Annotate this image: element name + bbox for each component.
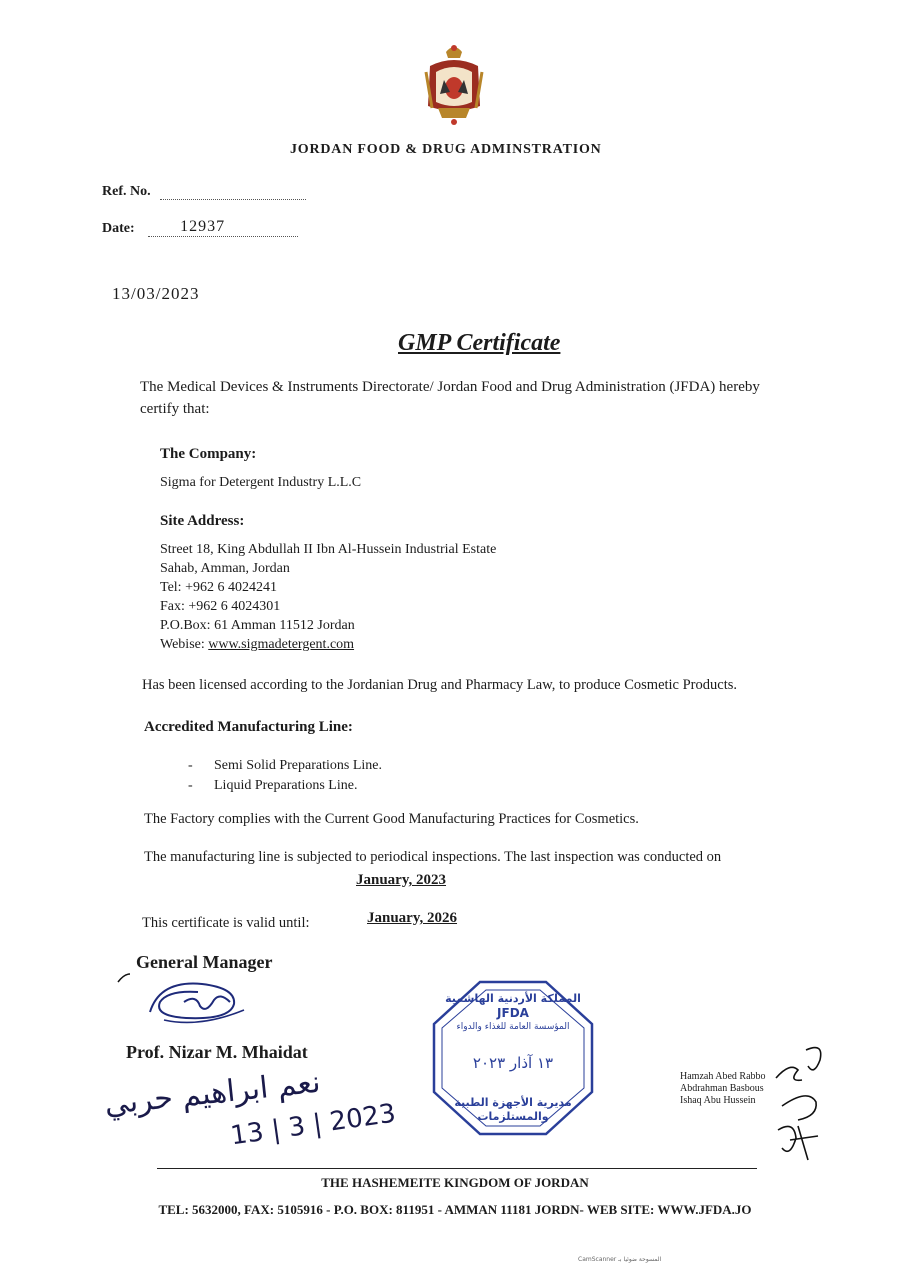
ref-number-row xyxy=(102,184,306,200)
address-city: Sahab, Amman, Jordan xyxy=(160,561,290,576)
footer-divider xyxy=(157,1168,757,1169)
stamp-bottom-text-2: والمستلزمات xyxy=(477,1110,549,1123)
official-name: Hamzah Abed Rabbo xyxy=(680,1071,766,1082)
validity-date: January, 2026 xyxy=(367,910,458,926)
stamp-bottom-text-1: مديرية الأجهزة الطبية xyxy=(454,1096,572,1109)
intro-line-2: certify that: xyxy=(140,401,210,417)
company-name: Sigma for Detergent Industry L.L.C xyxy=(160,475,362,490)
company-heading: The Company: xyxy=(160,446,257,462)
signature-mark xyxy=(116,968,136,988)
validity-label: This certificate is valid until: xyxy=(142,915,310,931)
handwritten-note-text: نعم ابراهيم حربي xyxy=(102,1064,322,1123)
ref-label: Ref. No. xyxy=(102,184,151,199)
footer-contact: TEL: 5632000, FAX: 5105916 - P.O. BOX: 811951 - AMMAN 11181 JORDN- WEB SITE: WWW.JFDA.JO xyxy=(158,1202,752,1217)
address-fax: Fax: +962 6 4024301 xyxy=(160,599,281,614)
stamp-agency-text: المؤسسة العامة للغذاء والدواء xyxy=(456,1022,570,1032)
general-manager-signature xyxy=(140,972,250,1028)
general-manager-title: General Manager xyxy=(136,952,273,972)
inspection-date: January, 2023 xyxy=(356,872,447,888)
handwritten-date: 13 | 3 | 2023 xyxy=(228,1098,398,1152)
jordan-royal-crest-icon xyxy=(416,42,492,128)
officials-list xyxy=(680,1071,766,1107)
intro-paragraph xyxy=(140,376,760,420)
officials-initials-signature xyxy=(768,1040,838,1170)
address-website-row xyxy=(160,635,496,654)
stamp-top-text: المملكة الأردنية الهاشمية xyxy=(445,992,581,1005)
address-tel: Tel: +962 6 4024241 xyxy=(160,580,277,595)
ref-value xyxy=(160,199,306,200)
licensed-statement: Has been licensed according to the Jordanian Drug and Pharmacy Law, to produce Cosmetic Products. xyxy=(142,677,737,693)
official-name: Abdrahman Basbous xyxy=(680,1083,764,1094)
list-item: - Semi Solid Preparations Line. xyxy=(188,758,382,773)
website-link[interactable]: www.sigmadetergent.com xyxy=(208,637,355,652)
organization-title: JORDAN FOOD & DRUG ADMINSTRATION xyxy=(290,142,602,157)
website-label: Webise: xyxy=(160,637,205,652)
manufacturing-lines-heading: Accredited Manufacturing Line: xyxy=(144,719,353,735)
site-address-heading: Site Address: xyxy=(160,513,245,529)
stamp-date: ١٣ آذار ٢٠٢٣ xyxy=(472,1054,554,1072)
general-manager-name: Prof. Nizar M. Mhaidat xyxy=(126,1042,308,1062)
handwritten-approval-note xyxy=(100,1064,400,1160)
certificate-title: GMP Certificate xyxy=(398,330,561,356)
ref-number-value: 12937 xyxy=(180,218,226,235)
list-item: - Liquid Preparations Line. xyxy=(188,778,358,793)
date-label: Date xyxy=(102,221,130,236)
manufacturing-lines-list xyxy=(188,756,382,796)
footer-kingdom: THE HASHEMEITE KINGDOM OF JORDAN xyxy=(321,1175,589,1190)
scanner-watermark: CamScanner المسوحة ضوئيا بـ xyxy=(578,1256,662,1263)
date-number-row: Date: 12937 xyxy=(102,218,298,237)
stamp-abbrev: JFDA xyxy=(497,1006,529,1020)
inspection-statement: The manufacturing line is subjected to periodical inspections. The last inspection was conducted on xyxy=(144,849,722,865)
address-street: Street 18, King Abdullah II Ibn Al-Hussein Industrial Estate xyxy=(160,542,497,557)
document-date: 13/03/2023 xyxy=(112,284,200,303)
official-name: Ishaq Abu Hussein xyxy=(680,1095,756,1106)
address-pobox: P.O.Box: 61 Amman 11512 Jordan xyxy=(160,618,355,633)
jfda-official-stamp xyxy=(430,978,596,1138)
site-address xyxy=(160,540,496,654)
intro-line-1: The Medical Devices & Instruments Directorate/ Jordan Food and Drug Administration (JFDA) hereby xyxy=(140,379,760,395)
compliance-statement: The Factory complies with the Current Good Manufacturing Practices for Cosmetics. xyxy=(144,811,639,827)
